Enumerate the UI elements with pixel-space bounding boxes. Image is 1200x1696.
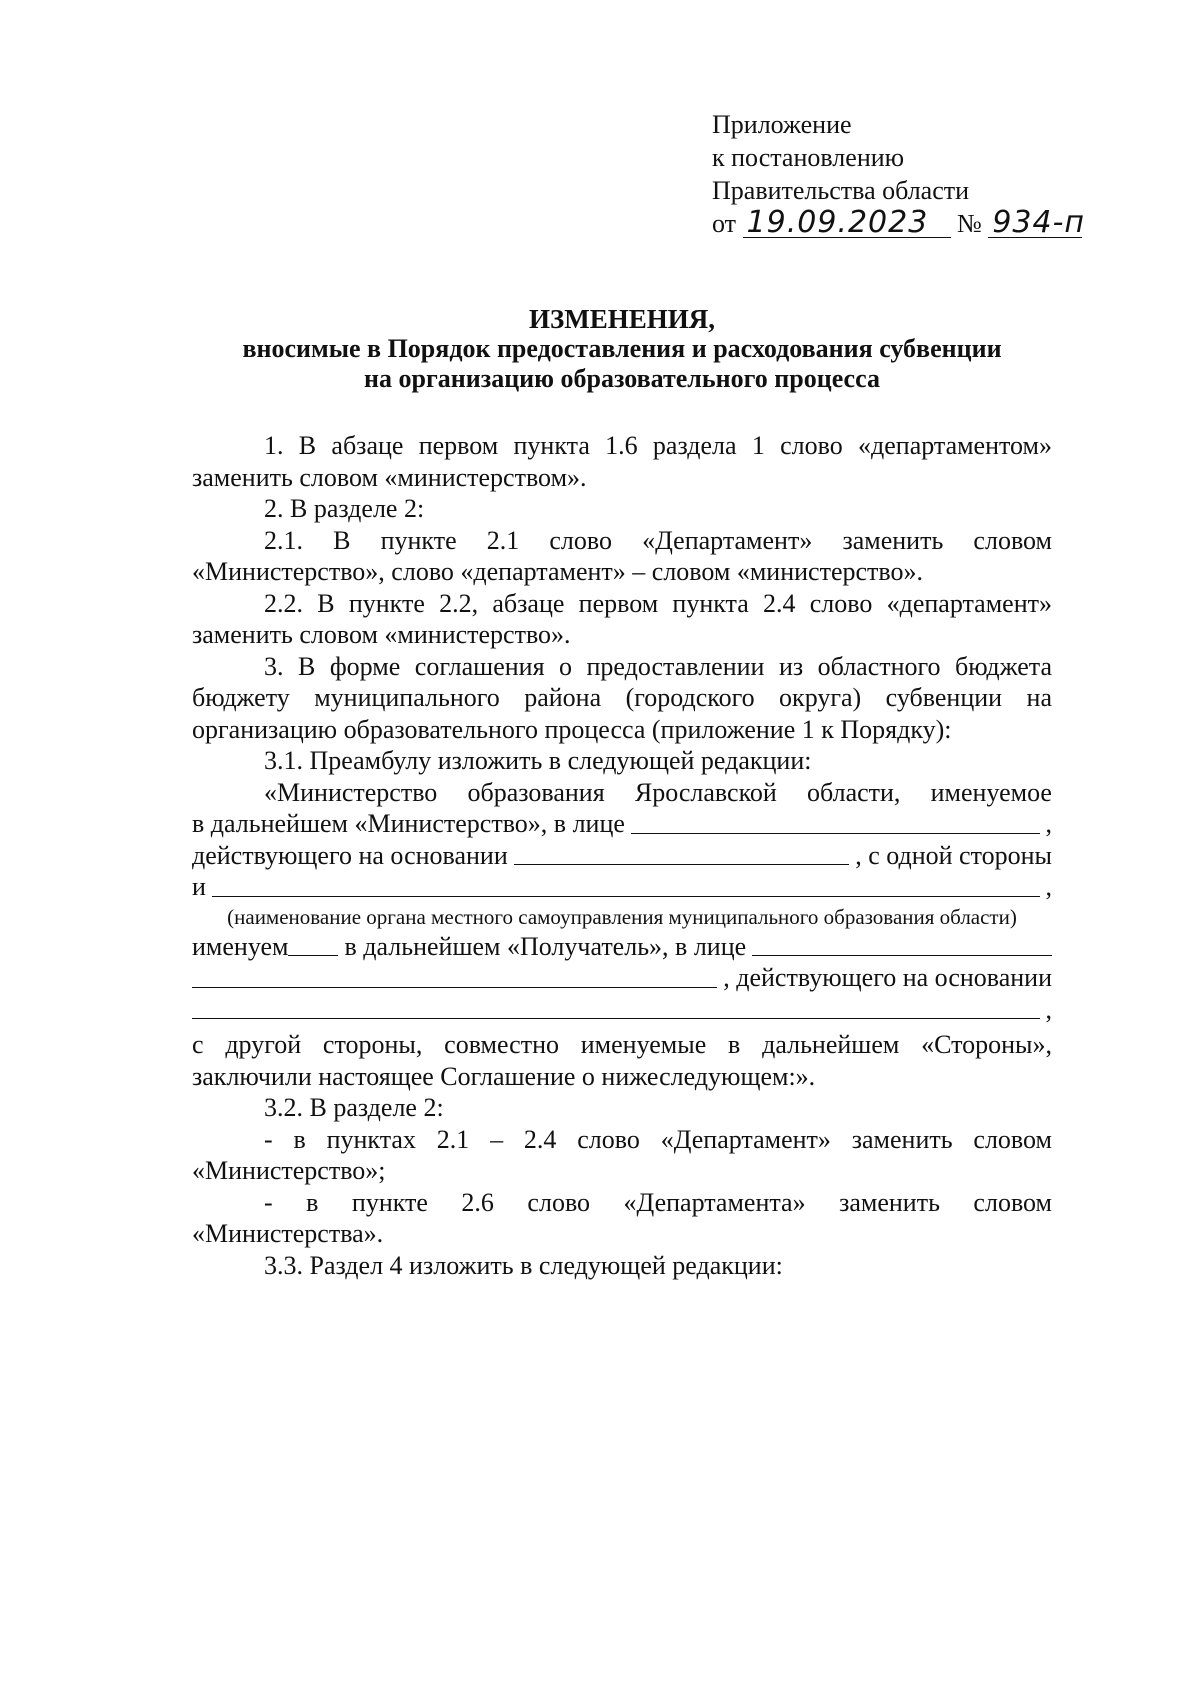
item-2: 2. В разделе 2: xyxy=(264,494,425,523)
preamble-word: области, xyxy=(807,777,901,807)
preamble-line-6 xyxy=(192,962,1052,994)
preamble-line-5 xyxy=(192,931,1052,963)
preamble-text: именуем xyxy=(192,931,289,961)
date-prefix: от xyxy=(712,209,737,238)
blank-field[interactable] xyxy=(192,1017,1040,1019)
blank-field[interactable] xyxy=(514,863,849,865)
approval-line-1: Приложение xyxy=(712,110,852,139)
preamble-word: Ярославской xyxy=(634,777,777,807)
item-3-3: 3.3. Раздел 4 изложить в следующей редакции: xyxy=(264,1250,783,1280)
preamble-line-4 xyxy=(192,871,1052,903)
preamble-comma: , xyxy=(1045,872,1052,901)
handwritten-number: 934-п xyxy=(988,209,1082,238)
item-2-2: 2.2. В пункте 2.2, абзаце первом пункта 2.4 слово «департамент» заменить словом «министерство». xyxy=(192,588,1052,649)
blank-field[interactable] xyxy=(288,954,338,956)
approval-line-3: Правительства области xyxy=(712,176,970,205)
document-body xyxy=(192,430,1052,1281)
title-sub-2: на организацию образовательного процесса xyxy=(364,364,880,393)
preamble-line-8: с другой стороны, совместно именуемые в дальнейшем «Стороны», заключили настоящее Соглашение о нижеследующем:». xyxy=(192,1030,1052,1091)
preamble-text: , действующего на основании xyxy=(723,963,1052,992)
preamble-comma: , xyxy=(1045,994,1052,1024)
title-main: ИЗМЕНЕНИЯ, xyxy=(528,304,715,334)
preamble-word: «Министерство xyxy=(264,777,438,807)
preamble-line-3 xyxy=(192,840,1052,872)
preamble-text: действующего на основании xyxy=(192,840,508,870)
item-2-1: 2.1. В пункте 2.1 слово «Департамент» заменить словом «Министерство», слово «департамент» – словом «министерство». xyxy=(192,525,1052,586)
item-3-2: 3.2. В разделе 2: xyxy=(264,1093,444,1122)
field-caption: (наименование органа местного самоуправления муниципального образования области) xyxy=(227,904,1017,929)
preamble-word: именуемое xyxy=(930,777,1052,807)
number-prefix: № xyxy=(957,209,982,238)
item-3: 3. В форме соглашения о предоставлении из областного бюджета бюджету муниципального района (городского округа) субвенции на организацию образовательного процесса (приложение 1 к Порядку): xyxy=(192,651,1052,744)
preamble-word: образования xyxy=(467,777,605,807)
blank-field[interactable] xyxy=(631,832,1040,834)
item-3-1: 3.1. Преамбулу изложить в следующей редакции: xyxy=(264,746,812,775)
preamble-comma: , xyxy=(1045,809,1052,838)
approval-date-line xyxy=(712,205,1086,240)
approval-block xyxy=(712,108,1086,240)
preamble-line-1 xyxy=(192,777,1052,809)
blank-field[interactable] xyxy=(212,895,1040,897)
title-sub-1: вносимые в Порядок предоставления и расходования субвенции xyxy=(242,334,1002,363)
document-title xyxy=(192,304,1052,394)
preamble-text: и xyxy=(192,872,206,901)
blank-field[interactable] xyxy=(752,954,1052,956)
preamble-line-7 xyxy=(192,994,1052,1026)
preamble-line-2 xyxy=(192,808,1052,840)
item-3-2-a: - в пунктах 2.1 – 2.4 слово «Департамент» заменить словом «Министерство»; xyxy=(192,1124,1052,1185)
preamble-text: в дальнейшем «Получатель», в лице xyxy=(344,931,747,961)
preamble-text: в дальнейшем «Министерство», в лице xyxy=(192,809,625,838)
handwritten-date: 19.09.2023 xyxy=(743,209,951,238)
approval-line-2: к постановлению xyxy=(712,143,905,172)
item-3-2-b: - в пункте 2.6 слово «Департамента» заменить словом «Министерства». xyxy=(192,1187,1052,1248)
blank-field[interactable] xyxy=(192,986,717,988)
preamble-text: , с одной стороны xyxy=(855,840,1052,870)
item-1: 1. В абзаце первом пункта 1.6 раздела 1 слово «департаментом» заменить словом «министерством». xyxy=(192,431,1052,492)
